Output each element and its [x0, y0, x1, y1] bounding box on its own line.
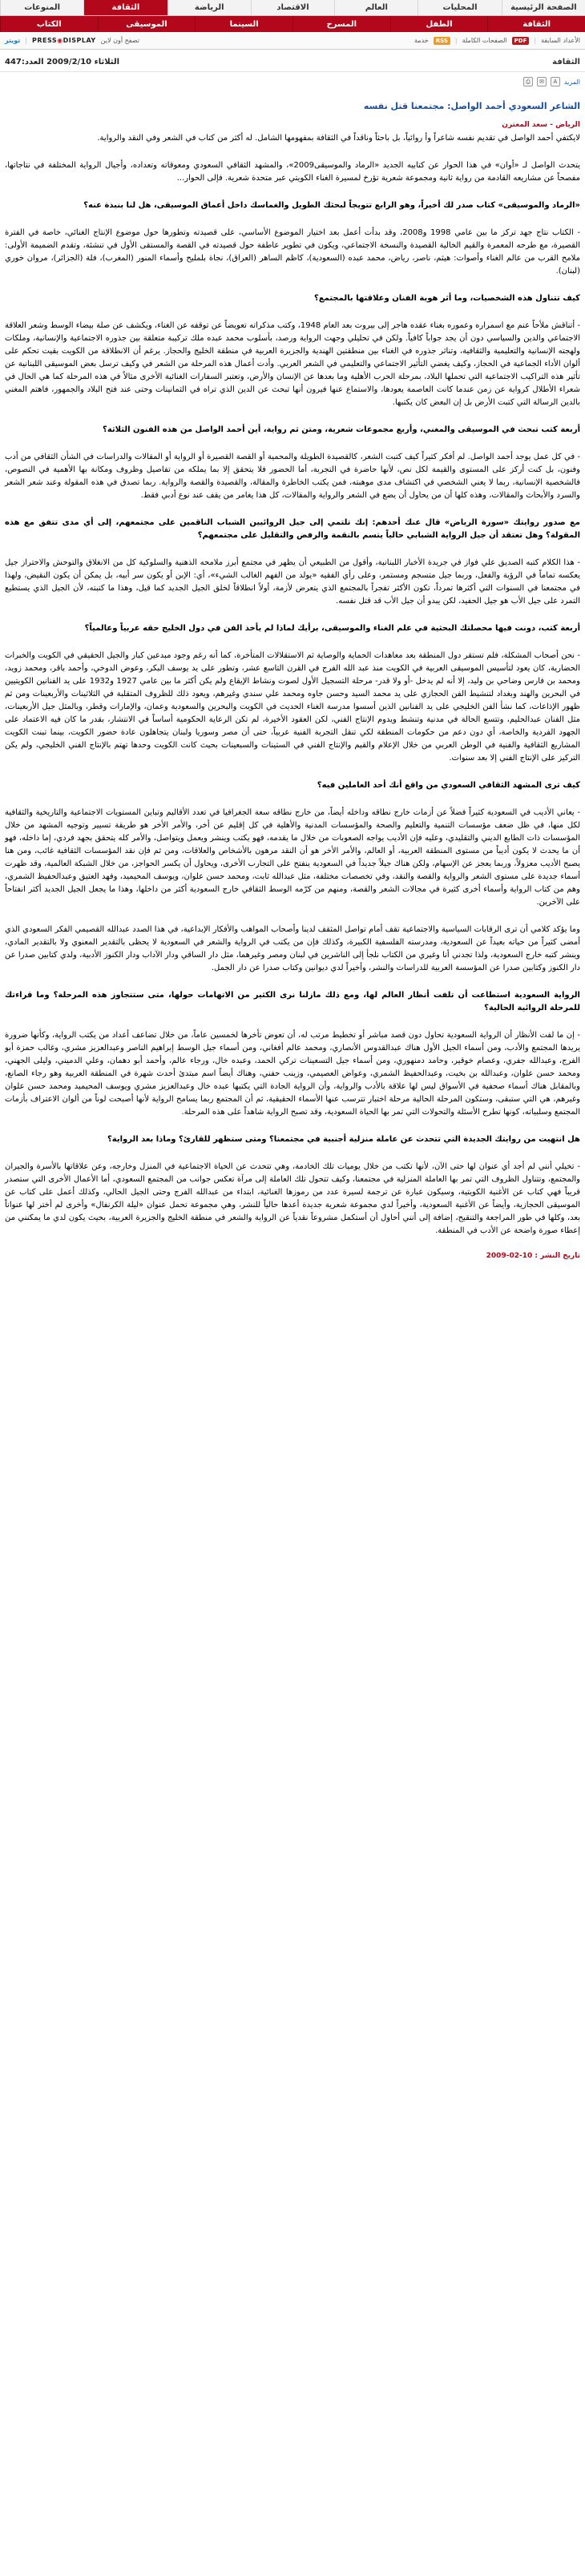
- article-body: [5, 159, 580, 1238]
- subnav-tab[interactable]: الثقافة: [487, 16, 585, 32]
- interview-question: الرواية السعودية استطاعت أن تلفت أنظار العالم لها، ومع ذلك مازلنا نرى الكثير من الاتهامات حولها، متى ستتجاوز هذه المرحلة؟ وما قراءتك للمرحلة الروائية الحالية؟: [5, 991, 580, 1012]
- interview-question: مع صدور روايتك «سورة الرياض» قال عنك أحدهم: إنك تلتمي إلى جيل الروائيين الشباب الناقمين على مجتمعهم، إلى أي مدى تتفق مع هذه المقولة؟ وهل تعتقد أن جيل الرواية الشبابي حالياً يتسم بالنقمة والرفض والتقليل على مجتمعهم؟: [5, 518, 580, 540]
- utility-bar: [0, 32, 585, 50]
- article-title: الشاعر السعودي أحمد الواصل: مجتمعنا قتل نفسه: [363, 101, 580, 111]
- utility-left: [5, 37, 139, 44]
- interview-answer: - يعاني الأديب في السعودية كثيراً فضلاً عن أزمات خارج نطاقه وداخله أيضاً، من خارج نطاقه سعة الجغرافيا في تعدد الأقاليم وتباين المستويات الاجتماعية والتاريخية والثقافية لكل منها، في ظل ضعف مؤسسات التنمية والتعليم والصحة والمؤسسات المدنية والأهلية في كل إقليم عن أخر، والأمر الأخر هو طريقة تسيير وتوجيه المشهد من خلال المؤسسات ذات الطابع الديني والتقليدي، وعليه فإن الأديب يواجه الصعوبات من خلال ما يقدمه، فهو يكتب وينشر ويعمل ويتواصل، والأمر كله يتحقق بجهد فردي، إما داخله، فهو أن ما يحدث لا يكون أديباً من مستوى المنطقة العربية، أو العالم، والأمر الأخر هو أن النقد مرهون بالأشخاص والعلاقات، ومن ثم فإن نقد المؤسسات الثقافية غائب، ومن هنا يصبح الأديب معزولاً، وربما يعجز عن الإسهام، ولكن هناك جيلاً جديداً في السعودية ينفتح على التجارب الأخرى، ويحاول أن يكسر الحواجز، من خلال الشبكة العالمية، وقد ظهرت أسماء جديدة على مستوى الشعر والرواية والقصة والنقد، وفي تخصصات مختلفة، مثل عبدالله ثابت، ومحمد حسن علوان، ويوسف المحيميد، وفهد العتيق وعبدالحفيظ الشمري، وهم من كتاب الرواية وأسماء أخرى كثيرة في مجالات الشعر والقصة، ومنهم من كرّمه الوسط الثقافي خارج السعودية أكثر من داخلها، وهذا ما يجعل الجيل الجديد أكثر انفتاحاً على الآخرين.: [5, 808, 580, 907]
- interview-answer: يتحدث الواصل لـ «أوان» في هذا الحوار عن كتابيه الجديد «الرماد والموسيقى2009»، والمشهد الثقافي السعودي ومعوقاته وتعداده، وأجيال الرواية المختلفة في نتاجاتها، مفصحاً عن مشاريعه القادمة من رواية ثانية ومجموعة شعرية تؤرخ لمسيرة الغناء الكويتي عبر متحدة شعرية. فإلى الحوار...: [5, 161, 581, 183]
- article: [0, 87, 585, 1268]
- logo-press-text: PRESS: [31, 37, 58, 44]
- article-byline: الرياض - سعد المغترن: [502, 121, 580, 129]
- publish-date-label: تاريخ النشر :: [535, 1252, 580, 1260]
- press-display-logo[interactable]: [32, 37, 96, 44]
- interview-answer: - في كل عمل يوجد أحمد الواصل. لم أفكر كثيراً كيف كتبت الشعر، كالقصيدة الطويلة والمحمية أو القصة القصيرة أو الرواية أو المقالات والدراسات في الشأن الثقافي من أدب وفنون، بل كنت أركز على المستوى والقيمة لكل نص، لأنها حاضرة في التجربة، أما الحضور فلا يتحقق إلا بما يملكه من تفاصيل وظروف ومكانة بها الأهمية في النصوص، فالشخصية الإنسانية، ربما لا يعني الشخصي في اكتشاف مدى موهبته، فمن يكتب الخاطرة والمقالة، والقصيدة والقصة والرواية. ربما تصدق في هذه المقولة وعند شعر الشعر والسرد والأبحاث والمقالات، وهذه كلها أن من يحاول أن يضع في الشعر والرواية والمقالات، كل هذا يغامر من يقف عند نوع أدبي فقط.: [5, 453, 580, 500]
- article-lead: لايكتفي أحمد الواصل في تقديم نفسه شاعراً وأ روائياً، بل باحثاً وناقداً في الثقافة بمفهومها الشامل. له أكثر من كتاب في الشعر وفي النقد والرواية.: [97, 134, 580, 143]
- main-nav: [0, 0, 585, 16]
- utility-right: [414, 37, 580, 45]
- publish-date-value: 10-02-2009: [486, 1252, 533, 1260]
- subnav-tab[interactable]: الكتاب: [0, 16, 98, 32]
- nav-tab[interactable]: الثقافة: [83, 0, 167, 15]
- interview-answer: - إن ما لفت الأنظار أن الرواية السعودية تحاول دون قصد مباشر أو تخطيط مرتب له، أن تعوض تأخرها لخمسين عاماً، من خلال تضاعف أعداد من يكتب الرواية، وكأنها ضرورة يريدها المجتمع والأدب، ومن أسماء الجيل الأول هناك عبدالقدوس الأنصاري، ومحمد عالم أفغاني، ومن أسماء جيل الوسط إبراهيم الناصر وعبدالعزيز مشري، وغالب حمزة أبو الفرج، وعبدالله جفري، وعصام خوقير، وحامد دمنهوري، ومن أسماء جيل التسعينات تركي الحمد، وعبده خال، ورجاء عالم، وأحمد أبو دهمان، وعلي الدميني، وليلى الجهني، ومحمد حسن علوان، وعبدالله بن بخيت، وعبدالحفيظ الشمري، وعواض العصيمي، وزينب حفني، وهناك أيضاً اسم مبتدئ أحدث شهرة في المنطقة العربية وهو رجاء الصانع، وبالمقابل هناك أسماء صحفية في الأسواق ليس لها علاقة بالأدب والرواية، وأن الرواية الجادة التي يكتبها عبده خال وعبدالعزيز مشري ويوسف المحيميد ومحمد حسن علوان وغيرهم، هي التي ستبقى، وستكون المرحلة الحالية مرحلة اختبار تترسب عنها الأسماء الحقيقية، ثم أن المجتمع ربما يسامح الرواية لأنها أصبحت لوناً من ألوان الاعتراف بأزمات المجتمع وسلبياته، كونها تطرح الأسئلة والتحولات التي تمر بها الحياة السعودية، وقد تصبح الرواية شاهداً على هذه المرحلة.: [5, 1031, 580, 1117]
- interview-question: كيف ترى المشهد الثقافي السعودي من واقع أنك أحد العاملين فيه؟: [317, 781, 580, 790]
- subnav-tab[interactable]: السينما: [195, 16, 292, 32]
- separator: |: [454, 37, 458, 44]
- separator: |: [25, 37, 27, 44]
- interview-answer: - الكتاب نتاج جهد تركز ما بين عامي 1998 و2008، وقد بدأت أعمل بعد اختيار الموضوع الأساسي، على قصيدته وتطورها حول موضوع الإنتاج الغنائي، خاصة في الفترة القصيرة، مع طرحه المعمرة والقيم الخالية القصيدة والنسخة الاجتماعي، ويكون في تطوير عاطفة حول قصيدته في القصة والمستقى الأول في تنشئة، وتقدم الضميمة الأولى: ملامح القرب من عالم الغناء وأصوات: هيثم، ناصر، رياض، محمد عبده (السعودية)، كاظم الساهر (العراق)، نجاة بلمليح وأسماء المنور (المغرب)، فلة (الجزائر)، مروان خوري (لبنان).: [5, 228, 580, 276]
- subnav-tab[interactable]: الموسيقى: [98, 16, 196, 32]
- interview-answer: - تخيلي أنني لم أجد أي عنوان لها حتى الآن، لأنها تكتب من خلال يوميات تلك الخادمة، وهي تتحدث عن الحياة الاجتماعية في المنزل وخارجه، وعن علاقاتها بالأسرة والجيران والمجتمع، وتتناول الظروف التي تمر بها العاملة المنزلية في مجتمعنا، وكيف تتحول تلك العاملة إلى مرآة تعكس جوانب من المجتمع السعودي، أما الأعمال الأخرى التي ستصدر قريباً فهي كتاب عن الأغنية الكويتية، وسيكون عبارة عن ترجمة لسيرة عدد من رموزها الغنائية، ابتداء من عبدالله الفرج وحتى الجيل الحالي، وكذلك أعمل على كتاب عن الموسيقى الحجازية، وأيضاً عن الأغنية السعودية، وأخيراً لدي مجموعة شعرية جديدة أعدها حالياً للنشر، وهي مجموعة تحمل عنوان «ليلة الكرنفال» وأخرى لم أختر لها عنواناً بعد، وكلها في طور المراجعة والتنقيح، إضافة إلى أنني أحاول أن أستكمل مشروعاً نقدياً عن الرواية والشعر في منطقة الخليج والجزيرة العربية، بحيث يكون لدي ما يمكنني من إعطاء صورة واضحة عن الأدب في المنطقة.: [5, 1162, 580, 1235]
- rss-label[interactable]: خدمة: [414, 37, 429, 44]
- more-link[interactable]: المزيد: [563, 78, 580, 86]
- interview-answer: - هذا الكلام كتبه الصديق علي فواز في جريدة الأخبار اللبنانية، وأقول من الطبيعي أن يظهر في مجتمع أبرز ملامحه الذهنية والسلوكية كل من الانغلاق والتوحش والاحتراز جيل يعكسه تماماً في الرؤية والفعل، وربما جيل متسجم ومستمر، وعلى رأي الفقيه «يولد من الفهم الغالب الشيء»، أي: الإبن أو يكون سر أبيه، بل يمكن أن يكون النقيض، ولهذا في مجتمعنا في السنوات التي أكثرها تمرداً، تكون الأكثر تفجراً بالمجتمع الذي يتعرض لأزمة، أولاً انطلاقاً لخلق الجيل الجديد كما قيل، وهذا ما كتبته، لأن الجيل الذي يستطيع التمرد على جيل الأب هو جيل الحفيد، لكن يبدو أن جيل الأب قد قتل نفسه.: [5, 558, 580, 606]
- nav-tab[interactable]: العالم: [334, 0, 418, 15]
- sub-nav: [0, 16, 585, 32]
- nav-tab[interactable]: المنوعات: [0, 0, 83, 15]
- font-size-icon[interactable]: A: [551, 77, 560, 87]
- browse-online-link[interactable]: تصفح أون لاين: [100, 37, 139, 44]
- email-icon[interactable]: ✉: [537, 77, 547, 87]
- interview-answer: - نحن أصحاب المشكلة، فلم تستقر دول المنطقة بعد معاهدات الحماية والوصاية ثم الاستقلالات المتأخرة، كما أنه رغم وجود مبدعين كبار والجيل الحقيقي في الكويت والخبرات الحضارية، كان يعود لتأسيس الموسيقى العربية في الكويت منذ عبد الله الفرج في القرن التاسع عشر، وتطور على يد يوسف البكر، وعوض الدوخي، وأحمد باقر، ومحمد زويد، ومحمد بن فارس وضاحي بن وليد، إلا أنه لم يدخل -أو ولا قدر- مرحلة التسجيل الأول لصوت ونشاط الإيقاع ولم يكن أكثر ما بين عامي 1927 و1932 على يد الفنانين الكويتيين في البحرين والهند وبغداد لتنشيط الفن الحجازي على يد محمد السيد وحسن جاوه ومحمد علي سندي وغيرهم، ويعود ذلك للظروف المتقلبة في الثلاثينات والأربعينات ومن ثم ظهور الإذاعات، كما نشأ الفن الخليجي على يد الفنانين الذين أسسوا مدرسة الغناء الحديث في الكويت والبحرين والسعودية وعمان، والإمارات وقطر، وبالمثل جيل الأربعينات، مثل الفنان عبدالحليم، وتتسع الحالة في مدنية وتنشط ويدوم الإنتاج الفني، لكن العقود الأخيرة، لم تكن الرعاية الحكومية أساساً في الانتشار، بقدر ما كان فيه الاعتماد على الجهود الفردية والخاصة، أي دون دعم من حكومات المنطقة لكي تنقل التجربة الفنية عربياً، حتى أن مصر وسوريا ولبنان يتجاهلون عادة حضور الكويت، بينما تبنت الكويت المشاريع الثقافية والفنية في الوطن العربي من خلال الإعلام والقيم والإنتاج الفني في الستينات والسبعينات بحيث كانت الكويت وحدها تهتم بالإنتاج الفني الخليجي، ولم يكن التركيز على الإنتاج الفني إلا بعد سنوات.: [5, 651, 580, 763]
- nav-tab[interactable]: الصفحة الرئيسية: [502, 0, 585, 15]
- article-tools: [0, 72, 585, 87]
- nav-tab[interactable]: الاقتصاد: [251, 0, 334, 15]
- nav-tab[interactable]: المحليات: [418, 0, 501, 15]
- subnav-tab[interactable]: المسرح: [292, 16, 390, 32]
- archive-link[interactable]: الأعداد السابقة: [541, 37, 580, 44]
- interview-question: هل انتهيت من روايتك الجديدة التي تتحدث عن عاملة منزلية أجنبية في مجتمعنا؟ ومتى ستظهر للقارئ؟ وماذا بعد الرواية؟: [107, 1135, 580, 1144]
- separator: |: [534, 37, 537, 44]
- interview-question: «الرماد والموسيقى» كتاب صدر لك أخيراً، وهو الرابع تتويجاً لبحثك الطويل والغماسك داخل أعماق الموسيقى، هل لنا بنبذة عنه؟: [83, 201, 580, 210]
- issue-date: الثلاثاء 2009/2/10 العدد:447: [5, 58, 120, 66]
- rss-icon[interactable]: RSS: [434, 37, 450, 45]
- interview-answer: - أتناقش ملأحاً عنم مع اسمراره وعموره بغناء عقده هاجر إلى بيروت بعد العام 1948، وكتب مذكراته تعويضاً عن توقفه عن الغناء، ويكشف عن صلة بيضاء الوسط وشعر العلاقة الاجتماعي والدين والسياسي دون أن يجد جواباً كافياً. ولكن في تحليلي وجهت الرواية ورصد، بأسلوب محمد عبده ملك تركيبة متعلقة بين جذوره الاجتماعية والإنسانية، وملكات ولهجته الإنسانية والتعليمية والثقافية، وتناثر جذوره في الغناء بين منطقتين الهندية والجزيرة العربية في منطقة الخليج والحجاز. يرغم أن الانطلاقة من الكويت بقيت تحكم على ألوان الأداء الجماعية في الحجاز، وكيف يغضي التأثير الاجتماعي والتعليمي في الشعر العربي. وأدت أعمال هذه المرحلة من الشعر في وكيف ترسل بعض الموسيقى اللبنانية عن تأثير هذه التراكيب الاجتماعية التي تحملها البلاد، بمرحلة الحرب الأهلية وما بعدها عن الإنسان والأرض، وتعتبر السفارات الغنائية الأخرى مثالاً في هذه المرحلة كما هي الحال في شعراء الأطلال كرواية عن زمن عندما كانت العاصمة يعودها، والاستماع عنها فيرون أنها تبحث عن الدين الذي تراه في الثمانينات وحتى عند فتح البلاد والجمهور، فاهتم المغني بالدين الرسالة التي كتبت الأرض بل إن البعض كان يكتبها.: [5, 321, 580, 407]
- nav-tab[interactable]: الرياضة: [167, 0, 251, 15]
- logo-circle-icon: ◉: [57, 37, 63, 44]
- interview-question: أربعة كتب تبحث في الموسيقى والمغني، وأربع مجموعات شعرية، ومتن ثم رواية، أين أحمد الواصل من هذه الفنون الثلاثة؟: [103, 425, 580, 434]
- full-pages-link[interactable]: الصفحات الكاملة: [462, 37, 507, 44]
- interview-answer: وما يؤكد كلامي أن ترى الرقابات السياسية والاجتماعية تقف أمام تواصل المثقف لدينا وأصحاب المواهب والأفكار الإبداعية، في هذا الصدد عبدالله القصيمي الفكر السعودي الذي أمضى كثيراً من حياته بعيداً عن السعودية، ومدرسته الفلسفية الكبيرة، وكذلك فإن من يكتب في الرواية والشعر في السعودية لا يحظى بالتقدير المعنوي ولا بالتقدير المادي، وينشر كتبه خارج السعودية، ولذا تجدني أنا وغيري من الكتاب نلجأ إلى الناشرين في لبنان ومصر وغيرهما، مثل دار الساقي ودار الآداب ودار الكنوز الأدبية، ولدي كتابين صدرا عن دار الكنوز وكتابين صدرا عن المؤسسة العربية للدراسات والنشر، وأخيراً لدي ديوانين وكتاب صدرا عن دار الجمل.: [5, 925, 580, 972]
- twitter-link[interactable]: تويتر: [5, 37, 21, 44]
- section-name: الثقافة: [552, 58, 580, 66]
- print-icon[interactable]: ⎙: [523, 77, 533, 87]
- interview-question: أربعة كتب، دونت فيها محصلتك البحثية في علم الغناء والموسيقى، برأيك لماذا لم يأخذ الفن في دول الخليج حقه عربياً وعالمياً؟: [84, 624, 580, 633]
- pdf-icon[interactable]: PDF: [512, 37, 530, 45]
- logo-display-text: DISPLAY: [63, 37, 96, 44]
- interview-question: كيف تتناول هذه الشخصيات، وما أثر هوية الفنان وعلاقتها بالمجتمع؟: [314, 294, 580, 303]
- publish-date: [5, 1252, 580, 1260]
- subnav-tab[interactable]: الطفل: [390, 16, 488, 32]
- issue-header: [0, 50, 585, 72]
